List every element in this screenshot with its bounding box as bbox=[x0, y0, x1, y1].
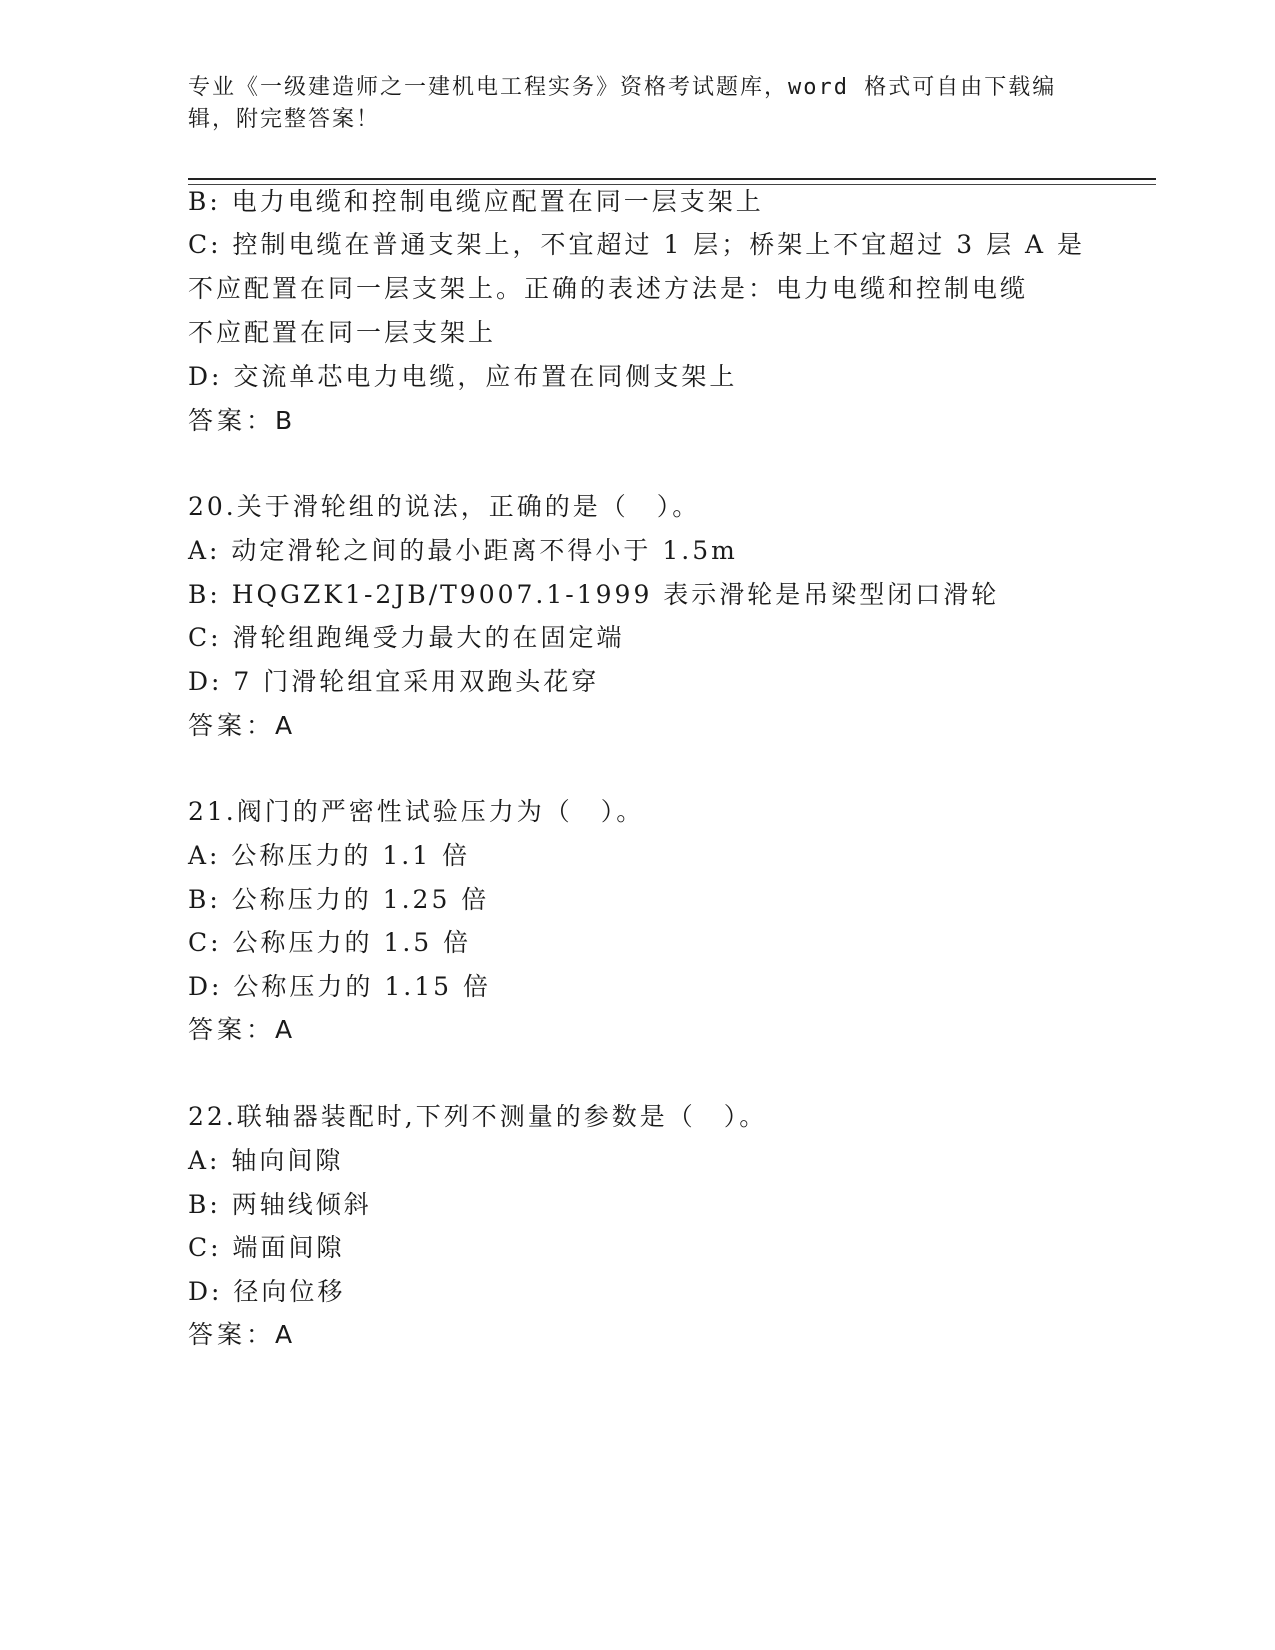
q19-option-c-line-3: 不应配置在同一层支架上 bbox=[188, 318, 497, 347]
q19-option-c-line-2: 不应配置在同一层支架上。正确的表述方法是：电力电缆和控制电缆 bbox=[188, 274, 1029, 303]
q20-option-a: A: 动定滑轮之间的最小距离不得小于 1.5m bbox=[188, 536, 738, 565]
q19-option-d: D: 交流单芯电力电缆，应布置在同侧支架上 bbox=[188, 362, 738, 391]
q22-option-a: A: 轴向间隙 bbox=[188, 1146, 344, 1175]
q20-option-b: B: HQGZK1-2JB/T9007.1-1999 表示滑轮是吊梁型闭口滑轮 bbox=[188, 580, 1000, 609]
header-line-2: 辑，附完整答案！ bbox=[188, 107, 381, 132]
q20-option-d: D: 7 门滑轮组宜采用双跑头花穿 bbox=[188, 667, 600, 696]
q22-question: 22.联轴器装配时,下列不测量的参数是（ ）。 bbox=[188, 1102, 768, 1131]
q22-option-c: C: 端面间隙 bbox=[188, 1233, 345, 1262]
q20-question: 20.关于滑轮组的说法，正确的是（ ）。 bbox=[188, 492, 701, 521]
q21-option-b: B: 公称压力的 1.25 倍 bbox=[188, 885, 490, 914]
q21-option-a: A: 公称压力的 1.1 倍 bbox=[188, 841, 471, 870]
q22-answer: 答案：A bbox=[188, 1320, 297, 1349]
document-header bbox=[188, 72, 1088, 136]
q20-option-c: C: 滑轮组跑绳受力最大的在固定端 bbox=[188, 623, 625, 652]
q20-answer: 答案：A bbox=[188, 711, 297, 740]
q19-answer: 答案：B bbox=[188, 406, 297, 435]
q21-option-d: D: 公称压力的 1.15 倍 bbox=[188, 972, 491, 1001]
q19-option-c-line-1: C: 控制电缆在普通支架上，不宜超过 1 层；桥架上不宜超过 3 层 A 是 bbox=[188, 230, 1086, 259]
q22-option-d: D: 径向位移 bbox=[188, 1277, 346, 1306]
header-divider-thick bbox=[188, 178, 1156, 180]
q21-question: 21.阀门的严密性试验压力为（ ）。 bbox=[188, 797, 645, 826]
header-line-1: 专业《一级建造师之一建机电工程实务》资格考试题库，word 格式可自由下载编 bbox=[188, 75, 1057, 100]
q19-option-b: B: 电力电缆和控制电缆应配置在同一层支架上 bbox=[188, 187, 764, 216]
q22-option-b: B: 两轴线倾斜 bbox=[188, 1190, 372, 1219]
q21-option-c: C: 公称压力的 1.5 倍 bbox=[188, 928, 472, 957]
q21-answer: 答案：A bbox=[188, 1015, 297, 1044]
